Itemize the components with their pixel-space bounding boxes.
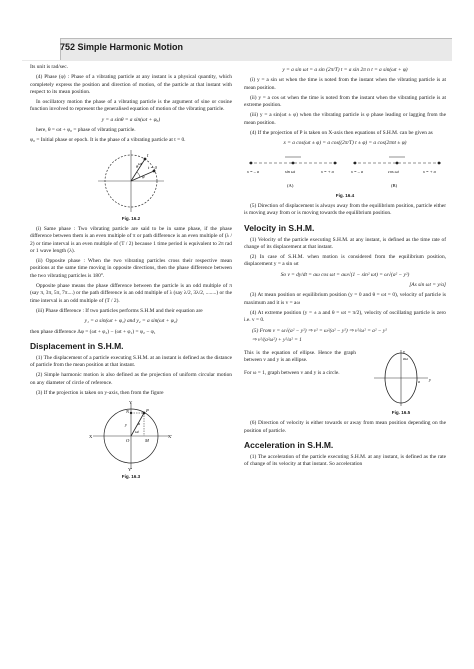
fig4-label-A: (A) <box>287 182 294 188</box>
fig3-label-M: M <box>145 438 149 444</box>
fig4-label-b2: cos ωt <box>388 168 399 174</box>
fig3-label-X: X <box>89 434 93 440</box>
oscillation-lines-figure <box>245 151 445 191</box>
paragraph: (1) The acceleration of the particle executing S.H.M. at any instant, is defined as the rate of change of its velocity at that instant. So acceleration <box>244 454 446 468</box>
fig2-label-t0: t = 0 <box>148 164 157 170</box>
header-box <box>22 38 61 60</box>
equation: (5) From v = ω√(a² − y²) ⇒ v² = ω²(a² − y²) ⇒ v²/ω² = a² − y² <box>252 327 387 334</box>
page-title: 752 Simple Harmonic Motion <box>60 42 184 52</box>
fig4-label-B: (B) <box>391 182 398 188</box>
paragraph: (4) If the projection of P is taken on X-axis then equations of S.H.M. can be given as <box>250 130 433 137</box>
equation-note: [As sin ωt = y/a] <box>409 282 446 289</box>
equation: y = a sin ωt = a sin (2π/T) t = a sin 2π n t = a sin(ωt + φ) <box>282 67 408 73</box>
fig4-label-a1: x = – a <box>247 168 260 174</box>
paragraph: (2) Simple harmonic motion is also defined as the projection of uniform circular motion on any diameter of circle of reference. <box>30 372 232 386</box>
figure-caption: Fig. 16.3 <box>121 474 141 480</box>
fig4-label-a2: sin ωt <box>285 168 296 174</box>
fig3-label-P: P <box>146 408 149 414</box>
projection-circle-figure <box>89 400 173 472</box>
fig3-label-Xp: X' <box>168 434 173 440</box>
ellipse-figure <box>366 348 436 408</box>
paragraph: φ₀ = Initial phase or epoch. It is the phase of a vibrating particle at t = 0. <box>30 137 186 144</box>
figure-caption: Fig. 16.4 <box>335 192 355 198</box>
fig3-label-a: a <box>138 421 141 427</box>
paragraph: (4) At extreme position (y = ± a and θ = ωt = π/2), velocity of oscillating particle is zero i.e. v = 0. <box>244 309 446 324</box>
paragraph: This is the equation of ellipse. Hence the graph between v and y is an ellipse. <box>244 350 356 364</box>
fig4-label-b3: x = + a <box>423 168 436 174</box>
fig4-label-b1: x = – a <box>351 168 364 174</box>
paragraph: (1) The displacement of a particle executing S.H.M. at an instant is defined as the distance of particle from the mean position at that instant. <box>30 354 232 369</box>
fig2-label-t: t <box>147 153 149 159</box>
paragraph: (iii) y = a sin(ωt ± φ) when the vibrating particle is φ phase leading or lagging from the mean position. <box>244 112 446 126</box>
paragraph: (3) If the projection is taken on y-axis, then from the figure <box>36 390 164 397</box>
paragraph: Opposite phase means the phase difference between the particle is an odd multiple of π (say π, 3π, 5π, 7π....) or the path difference is an odd multiple of λ (say λ/2, 3λ/2, ........) or the time interval is an odd multiple of (T / 2). <box>30 283 232 304</box>
section-heading-acceleration: Acceleration in S.H.M. <box>244 440 334 451</box>
section-heading-velocity: Velocity in S.H.M. <box>244 222 315 233</box>
paragraph: (5) Direction of displacement is always away from the equilibrium position, particle either is moving away from or is moving towards the equilibrium position. <box>244 202 446 217</box>
paragraph: (ii) Opposite phase : When the two vibrating particles cross their respective mean positions at the same time moving in opposite directions, then the phase difference between the two vibrating particles is 180°. <box>30 258 232 279</box>
paragraph: here, θ = ωt + φ₀ = phase of vibrating particle. <box>36 127 136 134</box>
section-heading-displacement: Displacement in S.H.M. <box>30 340 124 351</box>
fig5-label-a: a <box>418 379 420 385</box>
fig5-label-v: v <box>403 349 406 355</box>
fig3-label-Y: Y <box>129 400 133 406</box>
fig2-label-theta: θ <box>136 163 139 169</box>
paragraph: (6) Direction of velocity is either towards or away from mean position depending on the position of particle. <box>244 420 446 434</box>
fig5-label-aw: aω <box>403 356 408 362</box>
figure-caption: Fig. 16.5 <box>391 410 411 416</box>
paragraph: In oscillatory motion the phase of a vibrating particle is the argument of sine or cosine function involved to represent the generalised equation of motion of the vibrating particle. <box>30 99 232 113</box>
equation: ⇒ v²/(a²ω²) + y²/a² = 1 <box>252 336 302 343</box>
fig3-label-wt: ωt <box>135 430 139 435</box>
figure-caption: Fig. 16.2 <box>121 215 141 221</box>
phase-circle-figure <box>96 148 166 214</box>
fig3-label-O: O <box>126 438 130 444</box>
paragraph: (4) Phase (φ) : Phase of a vibrating particle at any instant is a physical quantity, which completely express the position and direction of motion, of the particle at that instant with respect to its mean position. <box>30 74 232 95</box>
fig3-label-y: y <box>125 422 127 428</box>
left-column <box>30 64 232 485</box>
fig3-label-Yp: Y' <box>128 467 133 473</box>
paragraph: then phase difference Δφ = (ωt + φ₂) − (ωt + φ₁) = φ₂ − φ₁ <box>30 328 156 335</box>
paragraph: (1) Velocity of the particle executing S.H.M. at any instant, is defined as the time rate of change of its displacement at that instant. <box>244 236 446 250</box>
paragraph: (i) Same phase : Two vibrating particle are said to be in same phase, if the phase difference between them is an even multiple of π or path difference is an even multiple of (λ / 2) or time interval is an even multiple of (T / 2) because 1 time period is equivalent to 2π rad or 1 wave length (λ). <box>30 225 232 254</box>
fig2-label-phi: φ <box>142 173 145 179</box>
ellipse-block <box>244 346 446 420</box>
equation: x = a cos(ωt ± φ) = a cos((2π/T) t ± φ) = a cos(2πnt ± φ) <box>283 140 407 147</box>
paragraph: (3) At mean position or equilibrium position (y = 0 and θ = ωt = 0), velocity of particle is maximum and it is v = aω <box>244 292 446 306</box>
paragraph: (ii) y = a cos ωt when the time is noted from the instant when the vibrating particle is at extreme position. <box>244 94 446 109</box>
fig2-label-omega-t: ωt <box>138 160 142 166</box>
fig4-label-a3: x = + a <box>321 168 334 174</box>
equation: y₁ = a sin(ωt + φ₁) and y₂ = a sin(ωt + φ₂) <box>84 318 178 325</box>
paragraph: (i) y = a sin ωt when the time is noted from the instant when the vibrating particle is at mean position. <box>244 77 446 91</box>
equation: y = a sinθ = a sin(ωt + φ₀) <box>101 116 161 123</box>
paragraph: (2) In case of S.H.M. when motion is considered from the equilibrium position, displacement y = a sin ωt <box>244 254 446 268</box>
fig5-label-y: y <box>429 377 432 383</box>
paragraph: (iii) Phase difference : If two particles performs S.H.M and their equation are <box>36 307 203 314</box>
equation: So v = dy/dt = aω cos ωt = aω√(1 − sin² ωt) = ω√(a² − y²) <box>280 271 410 278</box>
right-column <box>244 64 446 472</box>
fig3-label-N: N <box>126 409 130 415</box>
paragraph: Its unit is rad/sec. <box>30 64 69 70</box>
paragraph: For ω = 1, graph between v and y is a circle. <box>244 369 340 376</box>
